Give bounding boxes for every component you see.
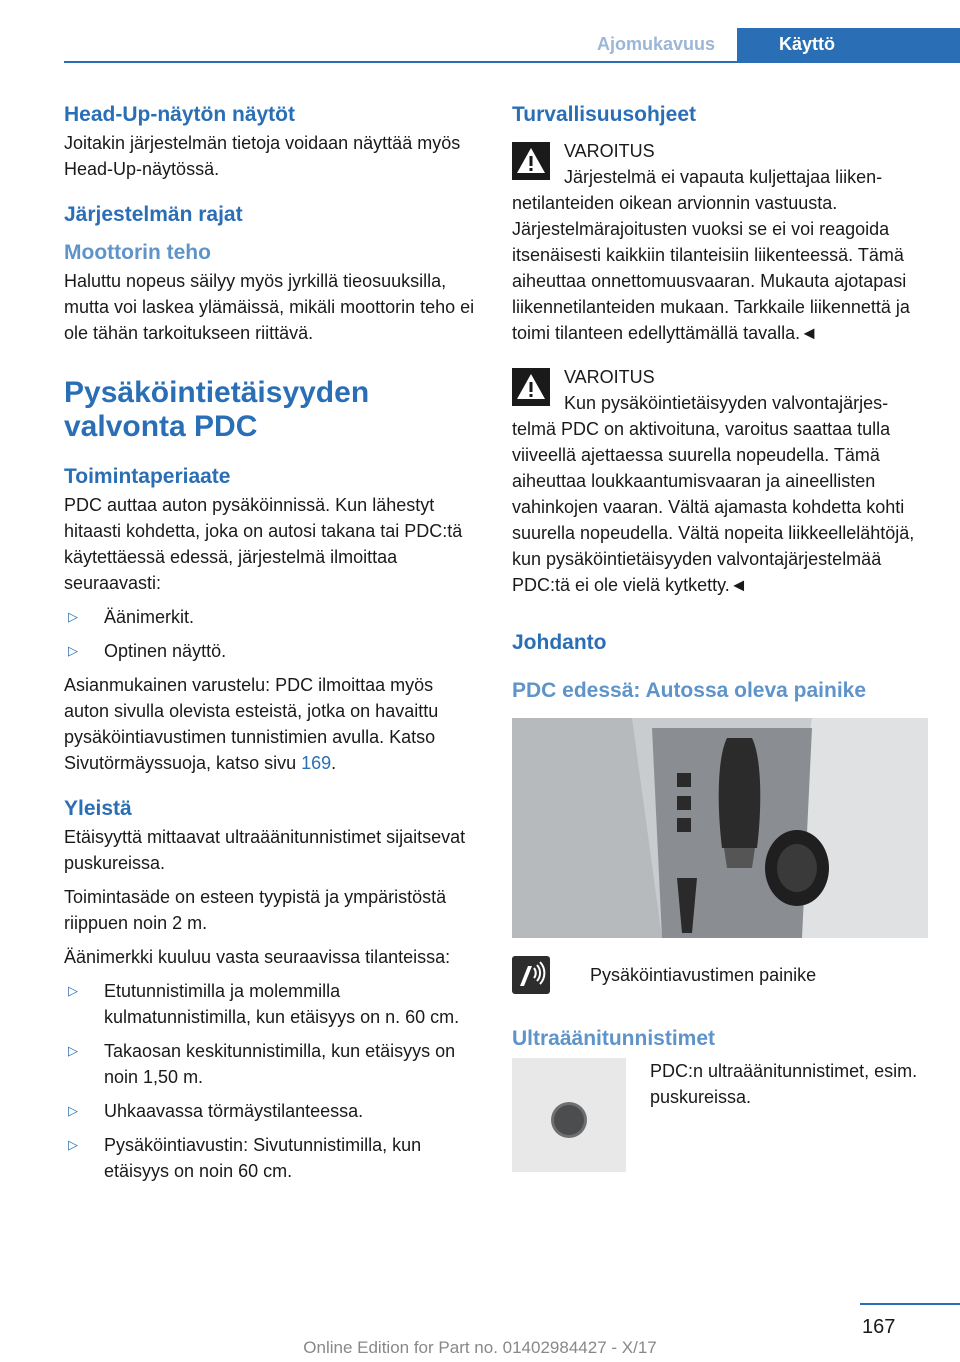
equipment-end: . xyxy=(331,753,337,773)
paragraph-hud: Joitakin järjestelmän tietoja voidaan näyttää myös Head-Up-näytössä. xyxy=(64,133,461,179)
left-column xyxy=(64,100,482,1192)
triangle-bullet-icon: ▷ xyxy=(68,1043,78,1058)
warning-block-1 xyxy=(512,138,930,346)
heading-system-limits: Järjestelmän rajat xyxy=(64,203,243,226)
warning-triangle-icon xyxy=(512,368,550,406)
sensor-row xyxy=(512,1058,930,1172)
sensor-caption: PDC:n ultraäänitunnistimet, esim. puskureissa. xyxy=(650,1061,918,1107)
page-link[interactable]: 169 xyxy=(301,753,332,773)
heading-principle: Toimintaperiaate xyxy=(64,465,231,488)
bullet-text: Pysäköintiavustin: Sivutunnistimilla, kun etäisyys on noin 60 cm. xyxy=(104,1135,422,1181)
heading-pdc-line1: Pysäköintietäisyyden xyxy=(64,376,370,409)
warning-2-title: VAROITUS xyxy=(564,367,655,387)
list-item xyxy=(64,1038,482,1090)
page-number: 167 xyxy=(862,1316,896,1338)
right-column xyxy=(512,100,930,1172)
list-item xyxy=(64,978,482,1030)
warning-triangle-icon xyxy=(512,142,550,180)
paragraph-engine-power: Haluttu nopeus säilyy myös jyrkillä tieosuuksilla, mutta voi laskea ylämäissä, mikäli moottorin teho ei ole tähän tarkoitukseen riittävä. xyxy=(64,271,475,343)
warning-1-title: VAROITUS xyxy=(564,141,655,161)
footer-rule xyxy=(860,1303,960,1305)
pdc-button-caption: Pysäköintiavustimen painike xyxy=(590,965,817,985)
heading-ultrasonic-sensors: Ultraäänitunnistimet xyxy=(512,1027,716,1050)
list-item xyxy=(64,604,482,630)
warning-1-body-a: Järjestelmä ei vapauta kuljettajaa liiken- xyxy=(564,167,883,187)
heading-general: Yleistä xyxy=(64,797,132,820)
pdc-button-icon xyxy=(512,956,550,994)
warning-1-body-b: netilanteiden oikean arvionnin vastuusta. Järjestelmärajoitusten vuoksi se ei voi reagoida itsenäisesti kaikkiin tilanteisiin liikenteessä. Tämä aiheuttaa onnettomuusvaaran. Mukauta ajotapasi liikennetilanteiden mukaan. Tarkkaile liikennettä ja toimi tilanteen edellyttämällä tavalla.◄ xyxy=(512,193,910,343)
heading-intro: Johdanto xyxy=(512,631,607,654)
header-chapter-tab[interactable]: Käyttö xyxy=(737,28,960,61)
bullet-text: Optinen näyttö. xyxy=(104,641,227,661)
bullet-text: Takaosan keskitunnistimilla, kun etäisyys on noin 1,50 m. xyxy=(104,1041,456,1087)
paragraph-principle: PDC auttaa auton pysäköinnissä. Kun lähestyt hitaasti kohdetta, joka on autosi takana tai PDC:tä käytettäessä edessä, järjestelmä ilmoittaa seuraavasti: xyxy=(64,495,463,593)
paragraph-equipment xyxy=(64,672,482,776)
header-section-tab[interactable]: Ajomukavuus xyxy=(596,34,716,54)
bullet-text: Äänimerkit. xyxy=(104,607,195,627)
center-console-photo xyxy=(512,718,928,938)
heading-hud: Head-Up-näytön näytöt xyxy=(64,103,295,126)
heading-engine-power: Moottorin teho xyxy=(64,241,211,264)
list-item xyxy=(64,1098,482,1124)
pdc-button-caption-row xyxy=(512,956,930,994)
triangle-bullet-icon: ▷ xyxy=(68,1103,78,1118)
warning-block-2 xyxy=(512,364,930,598)
triangle-bullet-icon: ▷ xyxy=(68,643,78,658)
triangle-bullet-icon: ▷ xyxy=(68,1137,78,1152)
triangle-bullet-icon: ▷ xyxy=(68,983,78,998)
paragraph-general-1: Etäisyyttä mittaavat ultraäänitunnistimet sijaitsevat puskureissa. xyxy=(64,827,466,873)
warning-2-body-b: telmä PDC on aktivoituna, varoitus saattaa tulla viiveellä ajettaessa suurella nopeudella. Tämä aiheuttaa loukkaantumisvaaran ja aineellisten vahinkojen vaaran. Vältä ajamasta kohdetta kohti suurella nopeudella. Vältä nopeita liikkeellelähtöjä, kun pysäköintietäisyyden valvontajärjestelmää PDC:tä ei ole vielä kytketty.◄ xyxy=(512,419,915,595)
heading-safety: Turvallisuusohjeet xyxy=(512,103,696,126)
list-item xyxy=(64,638,482,664)
warning-2-body-a: Kun pysäköintietäisyyden valvontajärjes- xyxy=(564,393,889,413)
header-rule xyxy=(64,61,960,63)
paragraph-general-3: Äänimerkki kuuluu vasta seuraavissa tilanteissa: xyxy=(64,947,451,967)
ultrasonic-sensor-photo xyxy=(512,1058,626,1172)
bullet-text: Uhkaavassa törmäystilanteessa. xyxy=(104,1101,364,1121)
bullet-text: Etutunnistimilla ja molemmilla kulmatunnistimilla, kun etäisyys on n. 60 cm. xyxy=(104,981,460,1027)
heading-pdc-line2: valvonta PDC xyxy=(64,410,258,443)
paragraph-general-2: Toimintasäde on esteen tyypistä ja ympäristöstä riippuen noin 2 m. xyxy=(64,887,447,933)
triangle-bullet-icon: ▷ xyxy=(68,609,78,624)
heading-pdc-front: PDC edessä: Autossa oleva painike xyxy=(512,679,867,702)
equipment-text: Asianmukainen varustelu: PDC ilmoittaa myös auton sivulla olevista esteistä, jotka on havaittu pysäköintiavustimen tunnistimien avulla. Katso Sivutörmäyssuoja, katso sivu xyxy=(64,675,439,773)
edition-footer: Online Edition for Part no. 01402984427 - X/17 xyxy=(303,1338,657,1357)
list-item xyxy=(64,1132,482,1184)
